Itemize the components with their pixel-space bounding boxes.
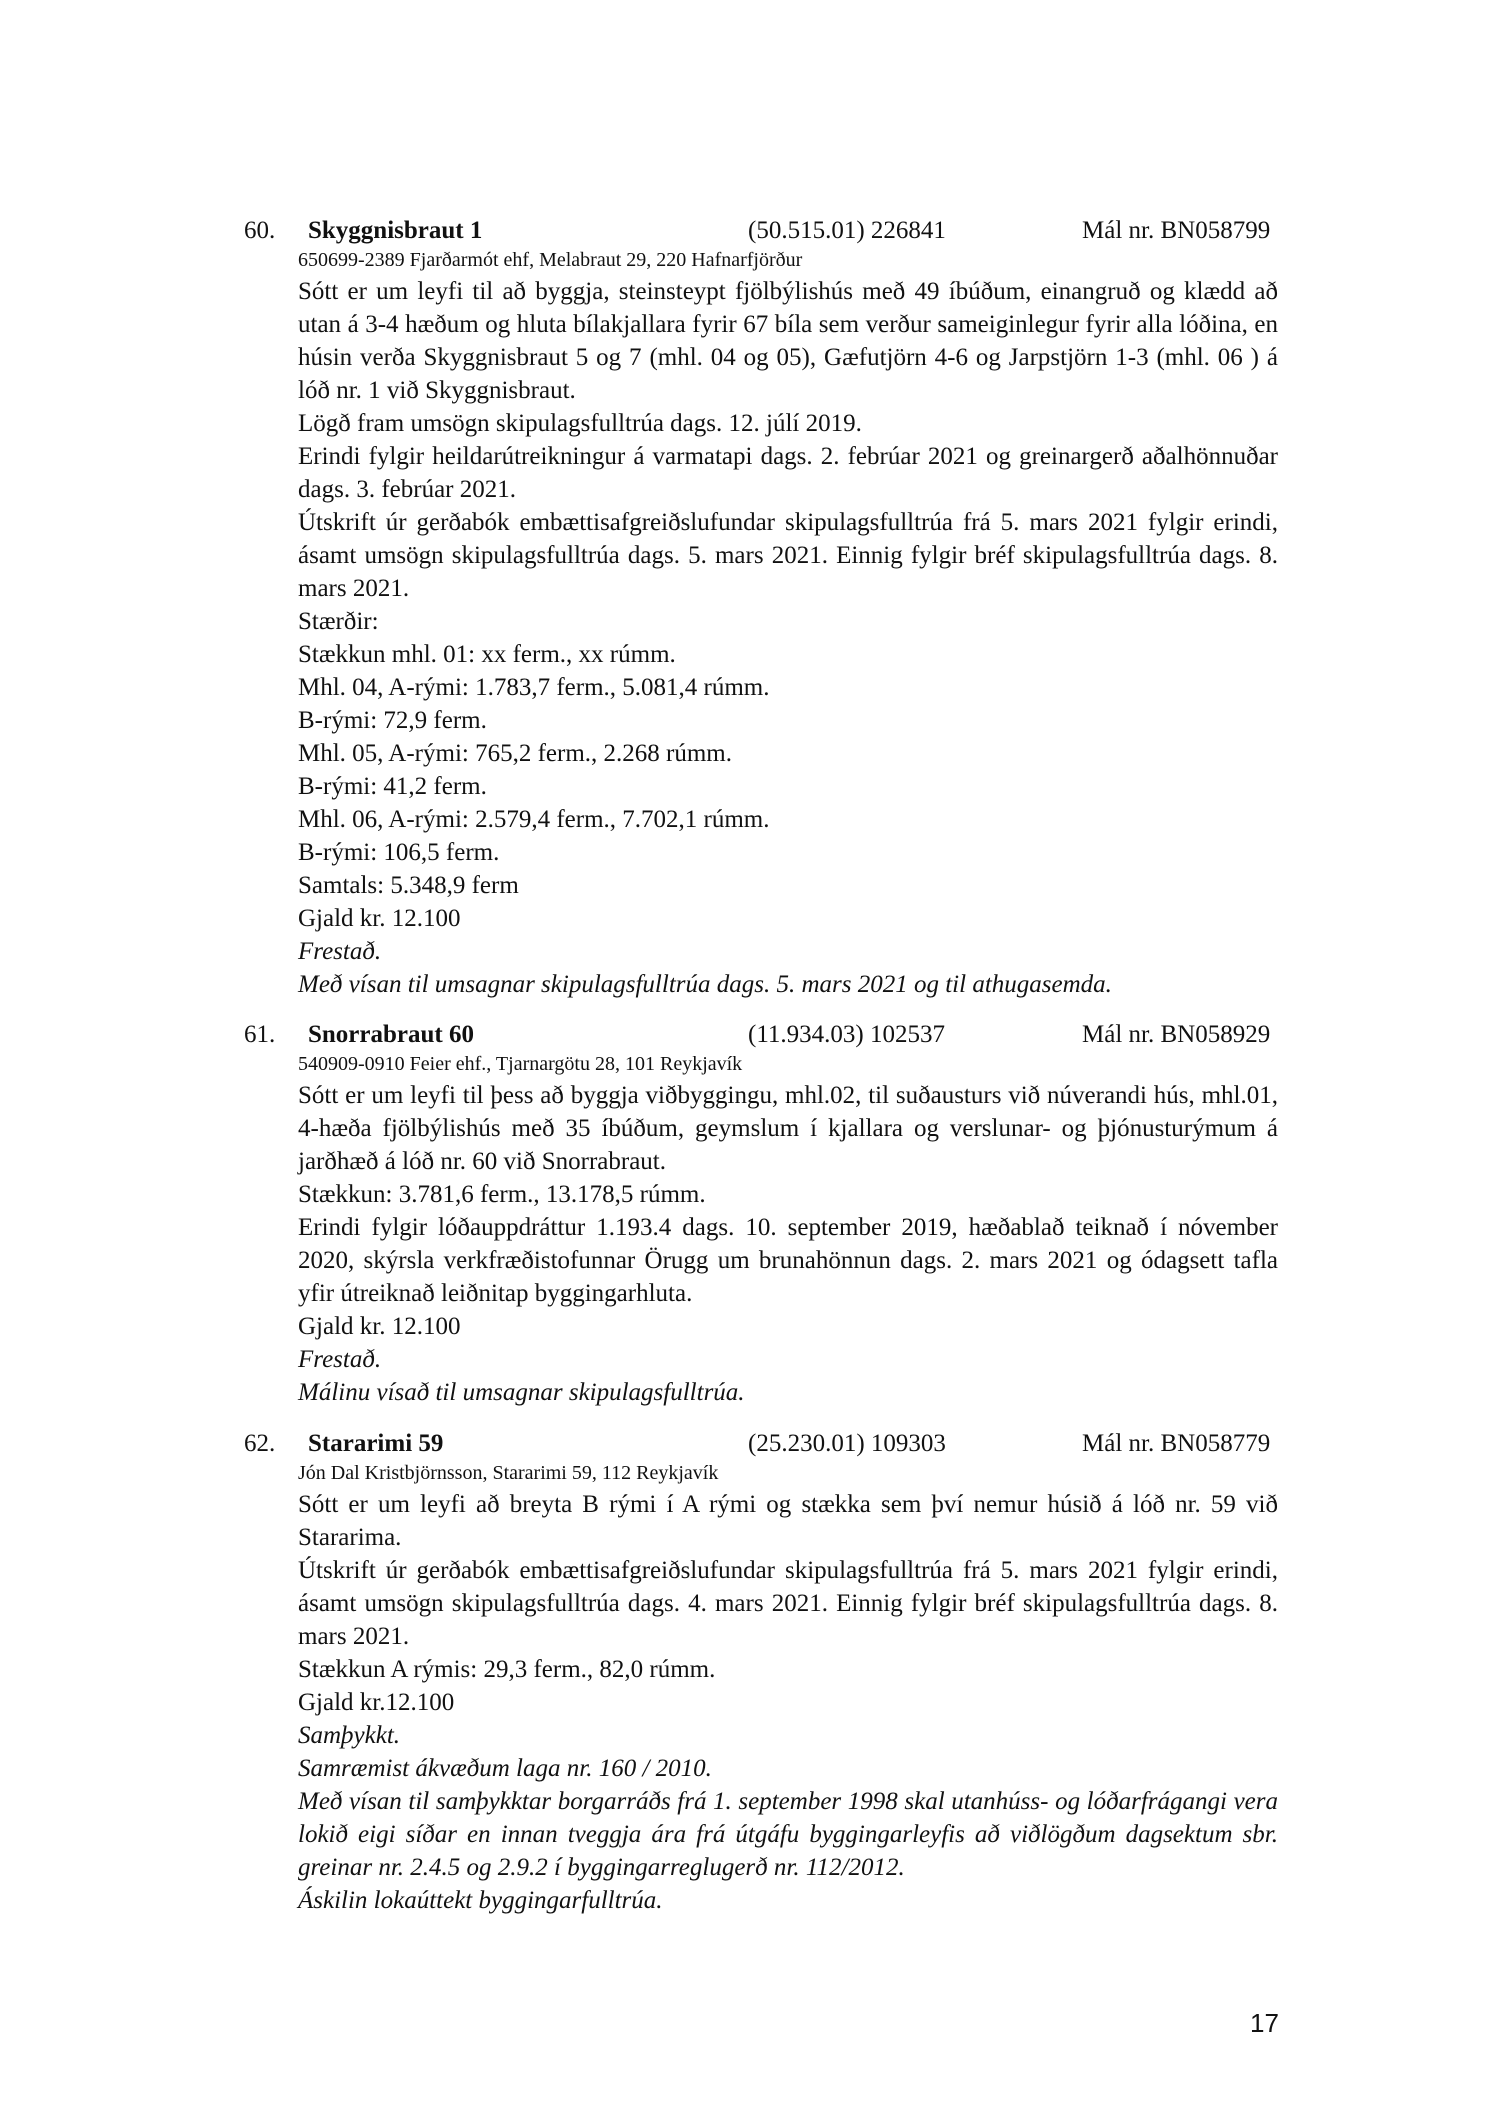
entry-text: Stækkun: 3.781,6 ferm., 13.178,5 rúmm. [298, 1181, 706, 1208]
entry-text: Stækkun A rýmis: 29,3 ferm., 82,0 rúmm. [298, 1656, 716, 1683]
entry-text: Erindi fylgir lóðauppdráttur 1.193.4 dags. 10. september 2019, hæðablað teiknað í nóvember 2020, skýrsla verkfræðistofunnar Örugg um brunahönnun dags. 2. mars 2021 og ódagsett tafla yfir útreiknað leiðnitap byggingarhluta. [298, 1214, 1278, 1307]
entry-text: Gjald kr. 12.100 [298, 905, 461, 932]
entry-decision-note: Áskilin lokaúttekt byggingarfulltrúa. [298, 1887, 663, 1914]
entry-number: 60. [244, 217, 276, 244]
entry-number: 62. [244, 1430, 276, 1457]
entry-owner: 650699-2389 Fjarðarmót ehf, Melabraut 29, 220 Hafnarfjörður [298, 249, 803, 271]
page-number: 17 [1250, 2008, 1279, 2038]
case-entry-62 [0, 1427, 1500, 1917]
entry-text: Stækkun mhl. 01: xx ferm., xx rúmm. [298, 641, 676, 668]
entry-text: Útskrift úr gerðabók embættisafgreiðslufundar skipulagsfulltrúa frá 5. mars 2021 fylgir erindi, ásamt umsögn skipulagsfulltrúa dags. 4. mars 2021. Einnig fylgir bréf skipulagsfulltrúa dags. 8. mars 2021. [298, 1557, 1278, 1650]
entry-header [0, 1427, 1500, 1460]
entry-owner: 540909-0910 Feier ehf., Tjarnargötu 28, 101 Reykjavík [298, 1053, 743, 1075]
entry-text: Sótt er um leyfi til að byggja, steinsteypt fjölbýlishús með 49 íbúðum, einangruð og klædd að utan á 3-4 hæðum og hluta bílakjallara fyrir 67 bíla sem verður sameiginlegur fyrir alla lóðina, en húsin verða Skyggnisbraut 5 og 7 (mhl. 04 og 05), Gæfutjörn 4-6 og Jarpstjörn 1-3 (mhl. 06 ) á lóð nr. 1 við Skyggnisbraut. [298, 278, 1278, 404]
entry-decision-note: Málinu vísað til umsagnar skipulagsfulltrúa. [298, 1379, 745, 1406]
entry-decision: Samþykkt. [298, 1722, 401, 1749]
entry-body [298, 1488, 1278, 1917]
entry-text: Mhl. 06, A-rými: 2.579,4 ferm., 7.702,1 rúmm. [298, 806, 770, 833]
entry-decision: Frestað. [298, 1346, 382, 1373]
entry-text: Lögð fram umsögn skipulagsfulltrúa dags. 12. júlí 2019. [298, 410, 862, 437]
entry-owner: Jón Dal Kristbjörnsson, Stararimi 59, 112 Reykjavík [298, 1462, 719, 1484]
entry-reference: (25.230.01) 109303 [748, 1430, 946, 1457]
entry-text: Samtals: 5.348,9 ferm [298, 872, 519, 899]
entry-number: 61. [244, 1021, 276, 1048]
case-entry-61 [0, 1018, 1500, 1409]
entry-text: Sótt er um leyfi að breyta B rými í A rými og stækka sem því nemur húsið á lóð nr. 59 við Stararima. [298, 1491, 1278, 1551]
entry-text: B-rými: 106,5 ferm. [298, 839, 500, 866]
entry-reference: (50.515.01) 226841 [748, 217, 946, 244]
entry-text: B-rými: 72,9 ferm. [298, 707, 487, 734]
entry-reference: (11.934.03) 102537 [748, 1021, 945, 1048]
entry-header [0, 214, 1500, 247]
entry-text: Útskrift úr gerðabók embættisafgreiðslufundar skipulagsfulltrúa frá 5. mars 2021 fylgir erindi, ásamt umsögn skipulagsfulltrúa dags. 5. mars 2021. Einnig fylgir bréf skipulagsfulltrúa dags. 8. mars 2021. [298, 509, 1278, 602]
entry-case-number: Mál nr. BN058929 [1082, 1021, 1271, 1048]
entry-header [0, 1018, 1500, 1051]
entry-title: Snorrabraut 60 [308, 1021, 474, 1048]
entry-decision-note: Með vísan til samþykktar borgarráðs frá 1. september 1998 skal utanhúss- og lóðarfrágangi vera lokið eigi síðar en innan tveggja ára frá útgáfu byggingarleyfis að viðlögðum dagsektum sbr. greinar nr. 2.4.5 og 2.9.2 í byggingarreglugerð nr. 112/2012. [298, 1788, 1278, 1881]
entry-text: Erindi fylgir heildarútreikningur á varmatapi dags. 2. febrúar 2021 og greinargerð aðalhönnuðar dags. 3. febrúar 2021. [298, 443, 1278, 503]
entry-text: Gjald kr.12.100 [298, 1689, 455, 1716]
entry-text: Sótt er um leyfi til þess að byggja viðbyggingu, mhl.02, til suðausturs við núverandi hús, mhl.01, 4-hæða fjölbýlishús með 35 íbúðum, geymslum í kjallara og verslunar- og þjónusturýmum á jarðhæð á lóð nr. 60 við Snorrabraut. [298, 1082, 1278, 1175]
entry-case-number: Mál nr. BN058779 [1082, 1430, 1271, 1457]
entry-decision: Frestað. [298, 938, 382, 965]
entry-text: Mhl. 04, A-rými: 1.783,7 ferm., 5.081,4 rúmm. [298, 674, 770, 701]
entry-decision-note: Með vísan til umsagnar skipulagsfulltrúa dags. 5. mars 2021 og til athugasemda. [298, 971, 1112, 998]
entry-body [298, 275, 1278, 1001]
entry-text: Stærðir: [298, 608, 379, 635]
case-entry-60 [0, 214, 1500, 1001]
entry-text: Mhl. 05, A-rými: 765,2 ferm., 2.268 rúmm. [298, 740, 732, 767]
entry-decision-note: Samræmist ákvæðum laga nr. 160 / 2010. [298, 1755, 712, 1782]
entry-title: Stararimi 59 [308, 1430, 444, 1457]
entry-text: Gjald kr. 12.100 [298, 1313, 461, 1340]
entry-title: Skyggnisbraut 1 [308, 217, 483, 244]
entry-body [298, 1079, 1278, 1409]
entry-case-number: Mál nr. BN058799 [1082, 217, 1271, 244]
entry-text: B-rými: 41,2 ferm. [298, 773, 487, 800]
